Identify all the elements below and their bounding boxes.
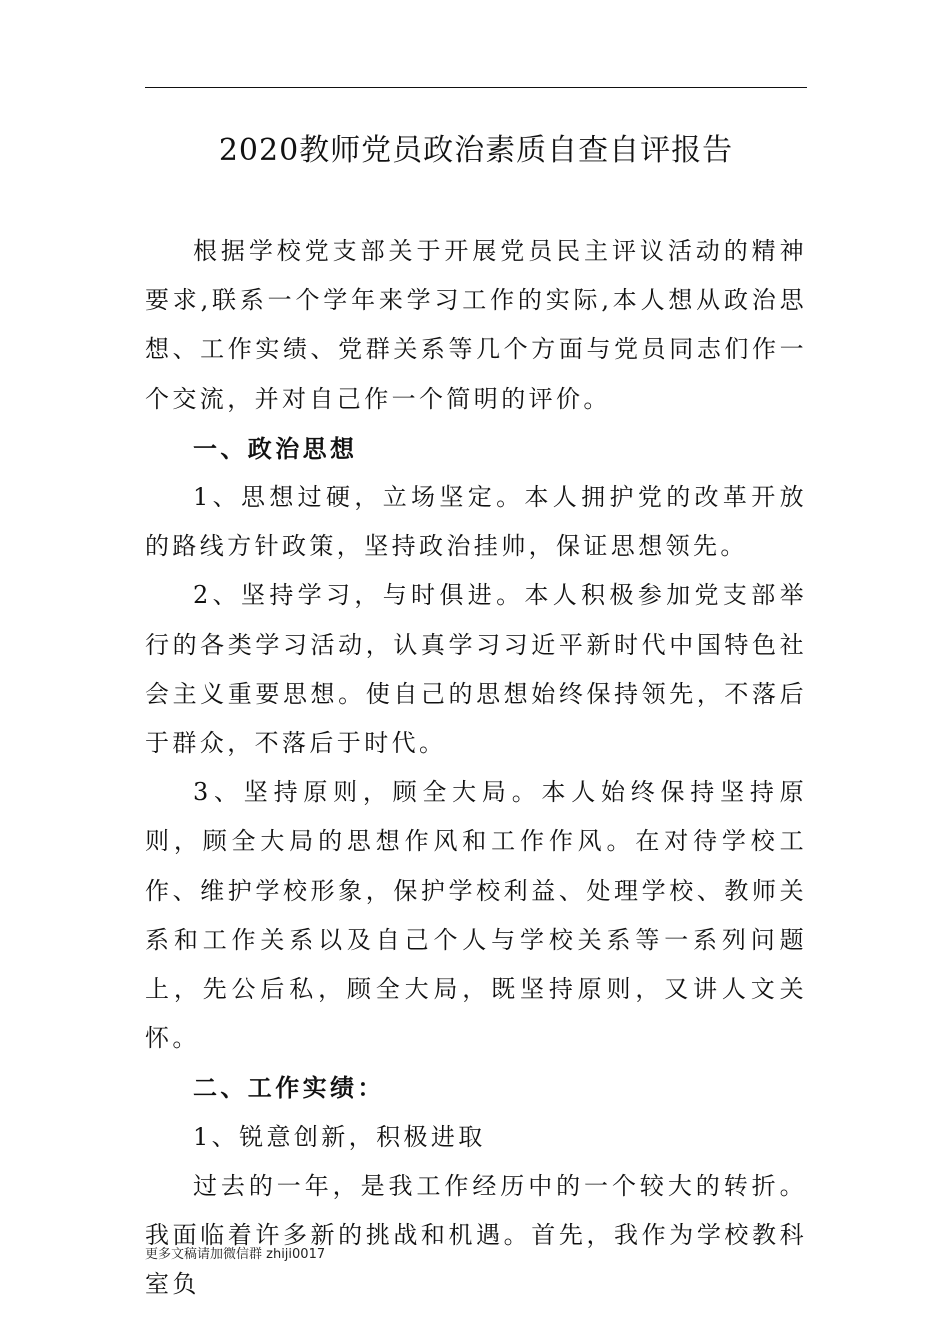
paragraph-political-1: 1、思想过硬，立场坚定。本人拥护党的改革开放的路线方针政策，坚持政治挂帅，保证思想领先。	[145, 483, 807, 561]
section-heading-political: 一、政治思想	[193, 433, 358, 463]
paragraph-political-3: 3、坚持原则，顾全大局。本人始终保持坚持原则，顾全大局的思想作风和工作作风。在对待学校工作、维护学校形象，保护学校利益、处理学校、教师关系和工作关系以及自己个人与学校关系等一系列问题上，先公后私，顾全大局，既坚持原则，又讲人文关怀。	[145, 778, 807, 1053]
paragraph-work-1-title: 1、锐意创新，积极进取	[193, 1122, 486, 1151]
document-body	[145, 227, 807, 1309]
footer-note: 更多文稿请加微信群 zhiji0017	[145, 1247, 326, 1262]
paragraph-work-1-body: 过去的一年，是我工作经历中的一个较大的转折。我面临着许多新的挑战和机遇。首先，我作为学校教科室负	[145, 1171, 807, 1299]
paragraph-intro: 根据学校党支部关于开展党员民主评议活动的精神要求,联系一个学年来学习工作的实际,本人想从政治思想、工作实绩、党群关系等几个方面与党员同志们作一个交流，并对自己作一个简明的评价。	[145, 237, 807, 413]
paragraph-political-2: 2、坚持学习，与时俱进。本人积极参加党支部举行的各类学习活动，认真学习习近平新时代中国特色社会主义重要思想。使自己的思想始终保持领先，不落后于群众，不落后于时代。	[145, 581, 807, 758]
section-heading-work: 二、工作实绩：	[193, 1073, 385, 1103]
header-rule	[145, 87, 807, 88]
document-title: 2020教师党员政治素质自查自评报告	[218, 133, 734, 168]
